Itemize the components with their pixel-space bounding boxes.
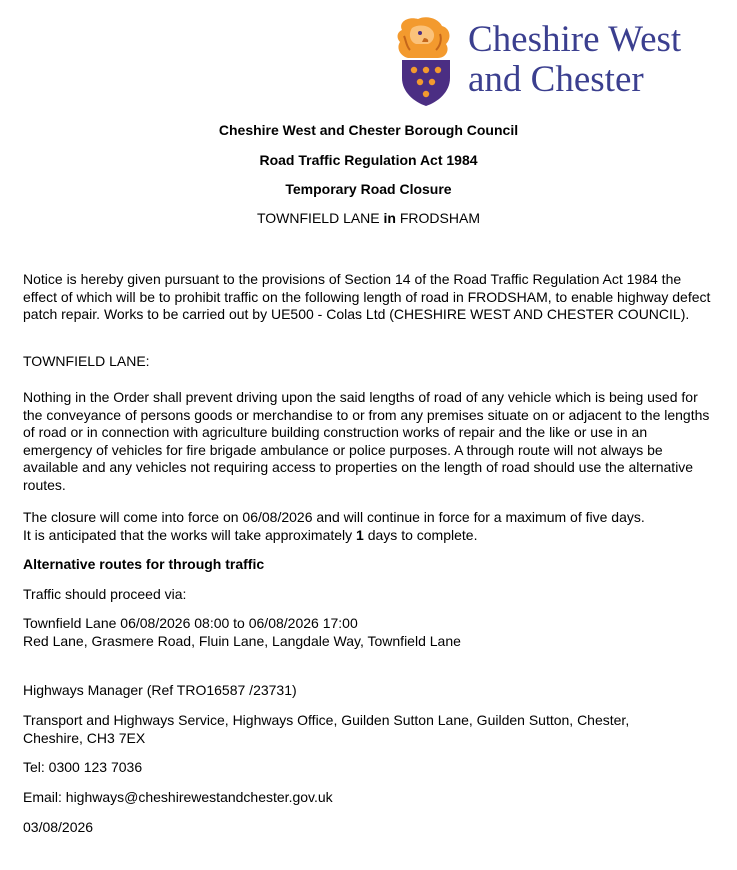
contact-telephone: Tel: 0300 123 7036 [23,759,143,775]
council-name: Cheshire West and Chester Borough Council [218,122,519,138]
closure-period [23,509,713,544]
traffic-proceed-label: Traffic should proceed via: [23,586,187,602]
lion-shield-icon [394,16,456,106]
logo-line-2: and Chester [468,59,644,100]
closure-start: The closure will come into force on 06/08/2026 and will continue in force for a maximum of five days. [23,509,645,525]
exemptions-paragraph: Nothing in the Order shall prevent driving upon the said lengths of road of any vehicle which is being used for the conveyance of persons goods or merchandise to or from any premises situate on or adjacent to the lengths of road or in connection with agriculture building construction works of repair and the like or use in an emergency of vehicles for fire brigade ambulance or police purposes. A through route will not always be available and any vehicles not requiring access to properties on the length of road should use the alternative routes. [23,389,710,493]
highways-manager: Highways Manager (Ref TRO16587 /23731) [23,682,297,698]
town-name: FRODSHAM [399,210,480,226]
road-name: TOWNFIELD LANE [256,210,380,226]
notice-date: 03/08/2026 [23,819,94,835]
alternative-route [23,615,713,650]
road-heading: TOWNFIELD LANE: [23,353,150,369]
address-line-1: Transport and Highways Service, Highways Office, Guilden Sutton Lane, Guilden Sutton, Chester, [23,712,630,728]
contact-email: Email: highways@cheshirewestandchester.gov.uk [23,789,333,805]
logo-wordmark [468,20,681,100]
closure-duration [23,527,713,545]
notice-intro: Notice is hereby given pursuant to the provisions of Section 14 of the Road Traffic Regulation Act 1984 the effect of which will be to prohibit traffic on the following length of road in FRODSHAM, to enable highway defect patch repair. Works to be carried out by UE500 - Colas Ltd (CHESHIRE WEST AND CHESTER COUNCIL). [23,271,711,322]
contact-address [23,712,713,747]
route-time: Townfield Lane 06/08/2026 08:00 to 06/08/2026 17:00 [23,615,358,631]
address-line-2: Cheshire, CH3 7EX [23,729,146,746]
logo-line-1: Cheshire West [468,19,682,60]
notice-type: Temporary Road Closure [285,181,452,197]
road-location [0,210,737,227]
route-roads: Red Lane, Grasmere Road, Fluin Lane, Langdale Way, Townfield Lane [23,632,461,649]
closure-duration-pre: It is anticipated that the works will take approximately [23,526,353,543]
alternative-routes-heading: Alternative routes for through traffic [23,556,265,572]
road-connector: in [383,210,396,226]
closure-days: 1 [356,526,364,543]
act-title: Road Traffic Regulation Act 1984 [259,152,478,168]
closure-duration-post: days to complete. [367,526,478,543]
council-logo [394,16,714,108]
